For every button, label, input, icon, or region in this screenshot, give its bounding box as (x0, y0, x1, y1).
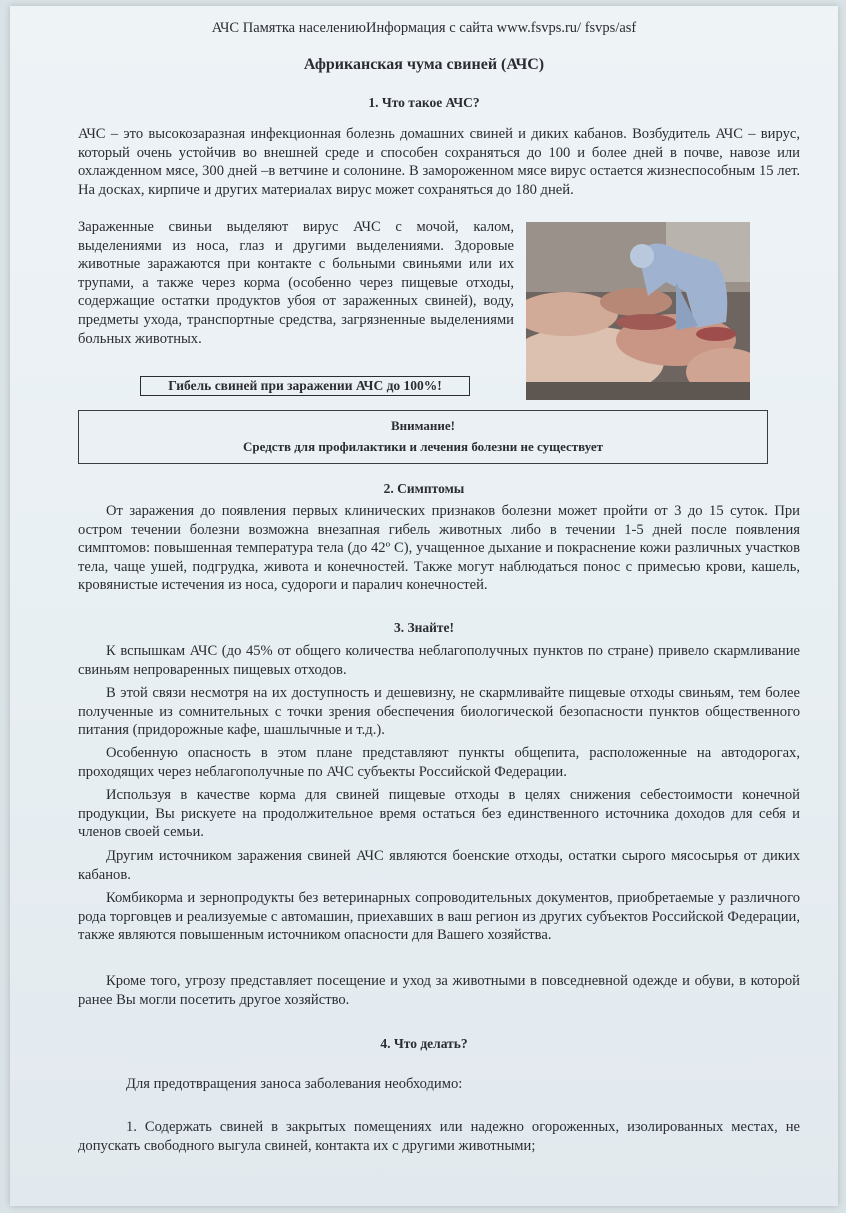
warning-box (78, 410, 768, 464)
pigs-photo (526, 222, 750, 400)
section-2-heading: 2. Симптомы (383, 481, 465, 496)
section-4-item-1: 1. Содержать свиней в закрытых помещениях или надежно огороженных, изолированных местах, не допускать свободного выгула свиней, контакта их с другими животными; (78, 1119, 800, 1154)
document-page (10, 6, 838, 1206)
section-2-paragraph: От заражения до появления первых клинических признаков болезни может пройти от 3 до 15 суток. При остром течении болезни возможна внезапная гибель животных либо в течении 1-5 дней после появления симптомов: повышенная температура тела (до 42º С), учащенное дыхание и покраснение кожи различных участков тела, чаще ушей, подгрудка, живота и конечностей. Также могут наблюдаться понос с примесью крови, кашель, кровянистые истечения из носа, судороги и паралич конечностей. (78, 503, 800, 594)
warning-text: Средств для профилактики и лечения болезни не существует (243, 439, 603, 454)
section-1-heading: 1. Что такое АЧС? (368, 95, 480, 110)
section-3-paragraph-7: Кроме того, угрозу представляет посещение и уход за животными в повседневной одежде и обуви, в которой ранее Вы могли посетить другое хозяйство. (78, 973, 800, 1008)
section-3-paragraph-3: Особенную опасность в этом плане представляют пункты общепита, расположенные на автодорогах, проходящих через неблагополучные по АЧС субъекты Российской Федерации. (78, 745, 800, 780)
section-1-paragraph-2: Зараженные свиньи выделяют вирус АЧС с мочой, калом, выделениями из носа, глаз и другими выделениями. Здоровые животные заражаются при контакте с больными свиньями или их трупами, а также через корма (особенно через пищевые отходы, содержащие остатки продуктов убоя от зараженных свиней), воду, предметы ухода, транспортные средства, загрязненные выделениями больных животных. (78, 219, 514, 347)
document-title: Африканская чума свиней (АЧС) (303, 56, 545, 73)
page-header: АЧС Памятка населениюИнформация с сайта www.fsvps.ru/ fsvps/asf (211, 20, 637, 36)
mortality-callout: Гибель свиней при заражении АЧС до 100%! (140, 376, 470, 396)
warning-title: Внимание! (391, 418, 455, 433)
section-4-heading: 4. Что делать? (380, 1036, 468, 1051)
section-3-paragraph-6: Комбикорма и зернопродукты без ветеринарных сопроводительных документов, приобретаемые у различного рода торговцев и реализуемые с автомашин, приехавших в ваш регион из других субъектов Российской Федерации, также являются повышенным источником опасности для Вашего хозяйства. (78, 890, 800, 944)
section-3-heading: 3. Знайте! (393, 620, 455, 635)
section-4-intro: Для предотвращения заноса заболевания необходимо: (126, 1076, 463, 1092)
section-3-paragraph-1: К вспышкам АЧС (до 45% от общего количества неблагополучных пунктов по стране) привело скармливание свиньям непроваренных пищевых отходов. (78, 643, 800, 678)
section-1-paragraph-1: АЧС – это высокозаразная инфекционная болезнь домашних свиней и диких кабанов. Возбудитель АЧС – вирус, который очень устойчив во внешней среде и способен сохраняться до 100 и более дней в почве, навозе или охлажденном мясе, 300 дней –в ветчине и солонине. В замороженном мясе вирус остается жизнеспособным 15 лет. На досках, кирпиче и других материалах вирус может сохраняться до 180 дней. (78, 126, 800, 198)
section-3-paragraph-4: Используя в качестве корма для свиней пищевые отходы в целях снижения себестоимости конечной продукции, Вы рискуете на продолжительное время остаться без единственного источника доходов для себя и членов своей семьи. (78, 787, 800, 841)
section-3-paragraph-5: Другим источником заражения свиней АЧС являются боенские отходы, остатки сырого мясосырья от диких кабанов. (78, 848, 800, 883)
section-3-paragraph-2: В этой связи несмотря на их доступность и дешевизну, не скармливайте пищевые отходы свиньям, тем более полученные из сомнительных с точки зрения обеспечения биологической безопасности пунктов общественного питания (придорожные кафе, шашлычные и т.д.). (78, 685, 800, 739)
